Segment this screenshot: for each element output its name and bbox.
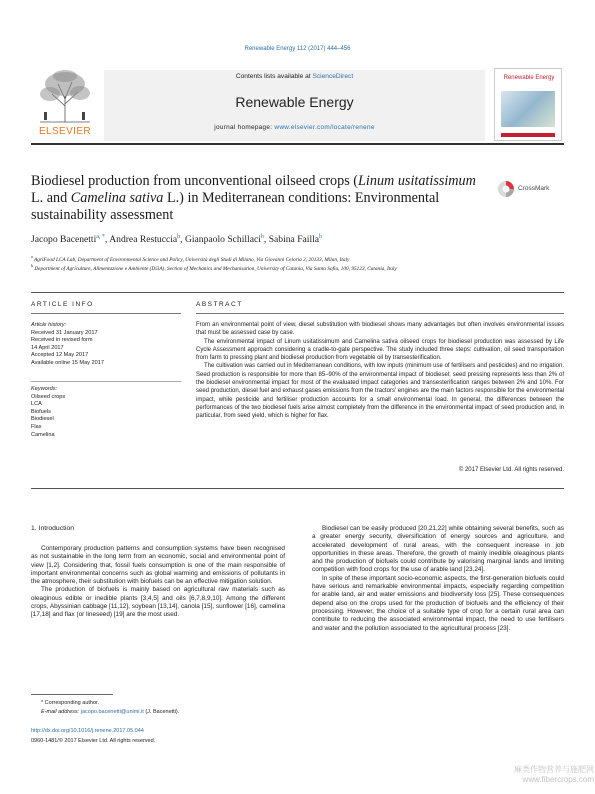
author-name[interactable]: Gianpaolo Schillaci xyxy=(184,234,261,246)
corresponding-author-note: * Corresponding author. xyxy=(41,700,100,706)
contents-prefix: Contents lists available at xyxy=(235,73,311,80)
watermark-line-1: 麻类作物营养与施肥网 xyxy=(514,765,594,774)
keyword-item: Oilseed crops xyxy=(31,393,66,400)
author-separator: , xyxy=(263,234,269,246)
abstract-heading: ABSTRACT xyxy=(196,301,243,308)
article-info-divider xyxy=(31,313,181,314)
section-divider xyxy=(31,292,564,293)
introduction-heading: 1. Introduction xyxy=(31,525,75,532)
history-entry: Received 31 January 2017 xyxy=(31,329,98,336)
keyword-item: LCA xyxy=(31,401,42,408)
title-text-2: L. and xyxy=(31,190,71,206)
affiliation-b-mark: b xyxy=(31,263,33,268)
doi-link[interactable]: http://dx.doi.org/10.1016/j.renene.2017.05.044 xyxy=(31,728,144,734)
body-column-right xyxy=(312,525,564,633)
body-paragraph: Contemporary production patterns and consumption systems have been recognised as not sustainable in the long term from an economic, social and environmental point of view [1,2]. Considering that, fossil fuels consumption is one of the main responsible of important environmental concerns such as global warming and emissions of pollutants in the atmosphere, their substitution with biofuels can be an effective mitigation solution. xyxy=(31,545,285,586)
cover-image xyxy=(501,91,555,127)
abstract-paragraph: The environmental impact of Linum usitatissimum and Camelina sativa oilseed crops for biodiesel production was assessed by Life Cycle Assessment approach considering a cradle-to-gate perspective. The study included three steps: cultivation, oil seed transportation from farm to pressing plant and biodiesel production from vegetable oil by transesterification. xyxy=(196,338,564,362)
affiliation-a-text: AgriFood LCA Lab, Department of Environmental Science and Policy, Università degli Studi di Milano, Via Giovanni Celoria 2, 20133, Milan, Italy xyxy=(34,256,350,263)
affiliation-b-text: Department of Agriculture, Alimentazione e Ambiente (Di3A), Section of Mechanics and Mechanisation, University of Catania, Via Santa Sofia, 100, 95123, Catania, Italy xyxy=(34,265,397,272)
journal-reference[interactable]: Renewable Energy 112 (2017) 444–456 xyxy=(244,46,351,52)
sciencedirect-link[interactable]: ScienceDirect xyxy=(312,73,354,80)
issn-line: 0960-1481/© 2017 Elsevier Ltd. All rights reserved. xyxy=(31,738,156,744)
affiliation-a-mark: a xyxy=(31,254,33,259)
cover-title: Renewable Energy xyxy=(503,75,555,81)
title-text-1: Biodiesel production from unconventional oilseed crops ( xyxy=(31,173,359,189)
author-name[interactable]: Andrea Restuccia xyxy=(109,234,178,246)
title-species-2: Camelina sativa xyxy=(70,190,164,206)
history-entry: Accepted 12 May 2017 xyxy=(31,352,89,359)
abstract-paragraph: From an environmental point of view, diesel substitution with biodiesel shows many advantages but often involves environmental issues that must be assessed case by case. xyxy=(196,322,564,337)
body-column-left xyxy=(31,545,285,620)
history-entry: 14 April 2017 xyxy=(31,344,64,351)
body-divider xyxy=(31,488,564,489)
elsevier-wordmark: ELSEVIER xyxy=(38,126,92,137)
keywords-list xyxy=(31,386,181,439)
author-affiliation-mark[interactable]: b xyxy=(177,234,181,240)
homepage-prefix: journal homepage: xyxy=(214,124,273,131)
author-affiliation-mark[interactable]: a, * xyxy=(96,234,105,240)
keyword-item: Biofuels xyxy=(31,408,51,415)
footnote-divider xyxy=(31,694,113,695)
title-text-3: L.) in Mediterranean conditions: Environmental sustainability assessment xyxy=(31,190,440,223)
email-note xyxy=(31,708,291,717)
journal-cover-thumbnail[interactable] xyxy=(494,68,562,141)
article-info-heading: ARTICLE INFO xyxy=(31,301,94,308)
abstract-copyright: © 2017 Elsevier Ltd. All rights reserved. xyxy=(458,467,564,473)
body-paragraph: The production of biofuels is mainly based on agricultural raw materials such as oleaginous edible or inedible plants [3,4,5] and oils [6,7,8,9,10]. Among the different crops, Abyssinian cabbage [11,12], soybean [13,14], canola [15], sunflower [16], camelina [17,18] and flax (or lineseed) [19] are the most used. xyxy=(31,586,285,619)
homepage-link[interactable]: www.elsevier.com/locate/renene xyxy=(274,124,375,131)
history-entry: Received in revised form xyxy=(31,337,93,344)
author-name[interactable]: Sabina Failla xyxy=(268,234,320,246)
author-separator: , xyxy=(180,234,185,246)
history-divider xyxy=(31,381,181,382)
article-title xyxy=(31,173,476,224)
author-separator: , xyxy=(104,234,110,246)
article-history xyxy=(31,322,181,368)
body-paragraph: Biodiesel can be easily produced [20,21,22] while obtaining several benefits, such as a greater energy security, diversification of energy sources and agriculture, and accelerated development of rural areas, with the consequent increase in job opportunities in these areas. Therefore, the growth of mainly inedible oleaginous plants and the production of biofuels could contribute by valorising marginal lands and limiting competition with food crops for the use of arable land [23,24]. xyxy=(312,525,564,574)
cover-footer-bar xyxy=(501,133,555,137)
abstract-body xyxy=(196,321,564,421)
abstract-paragraph: The cultivation was carried out in Mediterranean conditions, with low inputs (minimum use of fertilisers and pesticides) and no irrigation. Seed production is responsible for more than 85–90% of the environmental impact of biodiesel; seed pressing represents less than 2% of the biodiesel environmental impact for most of the evaluated impact categories and transesterification ranges between 2% and 10%. For seed production, diesel fuel and exhaust gases emissions from the tractors' engines are the main factors responsible for the environmental impact, while pesticide and fertiliser production accounts for a small environmental load. In general, the differences between the performances of the two biodiesel fuels arise almost completely from the difference in the environmental impact of seed production and, in particular, from seed yield, which is higher for flax. xyxy=(196,363,564,420)
author-list xyxy=(31,234,551,245)
header-divider xyxy=(31,143,564,145)
email-link[interactable]: jacopo.bacenetti@unimi.it xyxy=(80,709,144,715)
keyword-item: Camelina xyxy=(31,431,55,438)
keyword-item: Flax xyxy=(31,423,42,430)
history-entry: Available online 15 May 2017 xyxy=(31,359,104,366)
watermark xyxy=(474,765,594,785)
affiliation-b xyxy=(31,262,551,273)
author-affiliation-mark[interactable]: b xyxy=(319,234,323,240)
crossmark-icon xyxy=(497,180,515,198)
history-label: Article history: xyxy=(31,322,67,328)
watermark-line-2: www.fibercrops.com xyxy=(522,775,594,784)
journal-homepage-line xyxy=(104,124,485,131)
email-suffix: (J. Bacenetti). xyxy=(145,709,180,715)
author-name[interactable]: Jacopo Bacenetti xyxy=(31,234,97,246)
keyword-item: Biodiesel xyxy=(31,416,54,423)
footnotes xyxy=(31,699,291,717)
author-affiliation-mark[interactable]: b xyxy=(260,234,264,240)
email-label: E-mail address: xyxy=(41,709,80,715)
abstract-divider xyxy=(196,313,564,314)
keywords-label: Keywords: xyxy=(31,386,58,392)
body-paragraph: In spite of these important socio-economic aspects, the first-generation biofuels could have serious and remarkable environmental impacts, especially regarding competition for arable land, air and water emissions and biodiversity loss [25]. These consequences depend also on the crops used for the production of biofuels and the efficiency of their processing. However, the choice of a suitable type of crop for a certain rural area can contribute to reducing the associated environmental impact, the need to use fertilisers and water and the pollution associated to the agricultural process [23]. xyxy=(312,574,564,632)
journal-title[interactable]: Renewable Energy xyxy=(235,94,354,110)
crossmark-label[interactable]: CrossMark xyxy=(518,185,550,192)
contents-available-line xyxy=(104,73,485,80)
title-species-1: Linum usitatissimum xyxy=(358,173,476,189)
